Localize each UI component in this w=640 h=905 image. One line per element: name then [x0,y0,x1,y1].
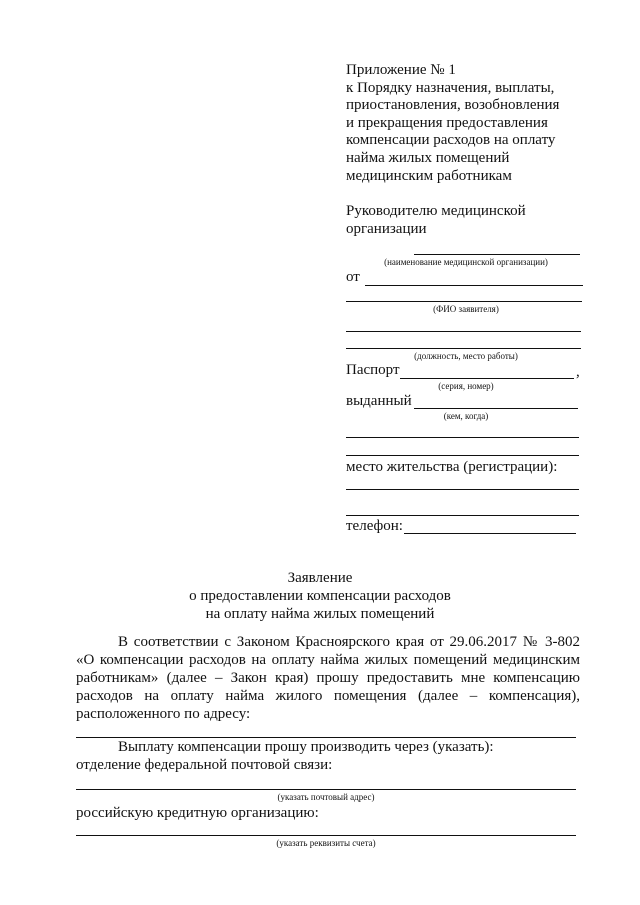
issued-caption: (кем, когда) [443,411,489,421]
bank-label: российскую кредитную организацию: [76,805,319,821]
org-name-caption: (наименование медицинской организации) [384,257,548,267]
passport-caption: (серия, номер) [438,381,494,391]
from-line[interactable] [365,285,583,286]
position-line-1[interactable] [346,331,581,332]
appendix-line: к Порядку назначения, выплаты, [346,79,555,96]
payment-paragraph: Выплату компенсации прошу производить через (указать): [118,739,494,755]
appendix-line: медицинским работникам [346,167,512,184]
title-line: о предоставлении компенсации расходов [189,588,451,604]
addressee-block [346,202,586,238]
issued-label: выданный [346,393,412,409]
passport-line[interactable] [400,378,574,379]
post-address-line[interactable] [76,789,576,790]
phone-line[interactable] [404,533,576,534]
paragraph-line: «О компенсации расходов на оплату найма жилых помещений медицинским [76,652,580,668]
paragraph-line: расположенного по адресу: [76,706,251,722]
residence-line-2[interactable] [346,515,579,516]
phone-label: телефон: [346,518,403,534]
appendix-heading [346,62,606,185]
issued-line-2[interactable] [346,437,579,438]
paragraph-line: работникам» (далее – Закон края) прошу предоставить мне компенсацию [76,670,580,686]
addressee-line: Руководителю медицинской [346,203,526,219]
statement-title [60,569,580,623]
fio-line[interactable] [346,301,582,302]
post-office-label: отделение федеральной почтовой связи: [76,757,333,773]
appendix-line: компенсации расходов на оплату [346,132,556,149]
residence-line-1[interactable] [346,489,579,490]
appendix-line: Приложение № 1 [346,62,456,78]
paragraph-line: расходов на оплату найма жилого помещения (далее – компенсация), [76,688,580,704]
addressee-line: организации [346,221,427,237]
paragraph-line: В соответствии с Законом Красноярского края от 29.06.2017 № 3-802 [118,634,580,650]
issued-line-3[interactable] [346,455,579,456]
bank-details-line[interactable] [76,835,576,836]
passport-comma: , [576,364,580,380]
position-line-2[interactable] [346,348,581,349]
issued-line[interactable] [414,408,578,409]
appendix-line: и прекращения предоставления [346,114,548,131]
appendix-line: найма жилых помещений [346,149,510,166]
post-address-caption: (указать почтовый адрес) [277,792,375,802]
fio-caption: (ФИО заявителя) [433,304,499,314]
position-caption: (должность, место работы) [414,351,518,361]
passport-label: Паспорт [346,362,400,378]
bank-details-caption: (указать реквизиты счета) [276,838,376,848]
address-line[interactable] [76,737,576,738]
appendix-line: приостановления, возобновления [346,97,560,114]
title-line: Заявление [287,570,353,586]
from-label: от [346,269,360,285]
title-line: на оплату найма жилых помещений [205,606,435,622]
statement-paragraph [76,633,580,723]
org-name-line[interactable] [414,254,580,255]
residence-label: место жительства (регистрации): [346,459,558,475]
